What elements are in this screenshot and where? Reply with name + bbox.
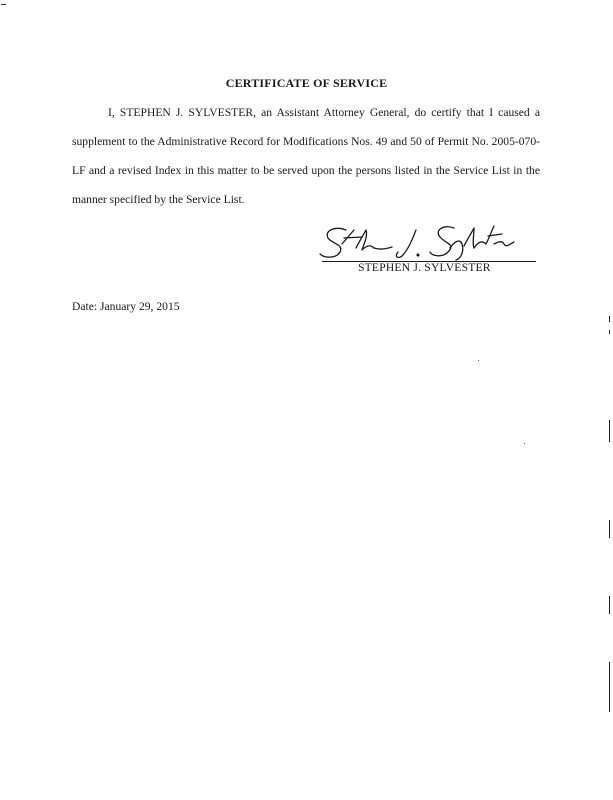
document-title: CERTIFICATE OF SERVICE [225, 76, 388, 90]
scan-edge-mark [609, 596, 610, 614]
scan-edge-mark [609, 316, 610, 322]
scan-edge-mark [609, 420, 610, 442]
scan-speck [524, 443, 525, 444]
scan-speck [478, 360, 479, 361]
scan-edge-mark [609, 520, 610, 538]
signatory-name: STEPHEN J. SYLVESTER [358, 261, 491, 274]
scan-edge-mark [609, 330, 610, 334]
certification-paragraph: I, STEPHEN J. SYLVESTER, an Assistant Attorney General, do certify that I caused a supplement to the Administrative Record for Modifications Nos. 49 and 50 of Permit No. 2005-070-LF and a revised Index in this matter to be served upon the persons listed in the Service List in the manner specified by the Service List. [72, 106, 540, 206]
handwritten-signature [318, 222, 538, 262]
date-line: Date: January 29, 2015 [72, 300, 180, 313]
signature-block [318, 222, 538, 282]
scan-edge-mark [609, 662, 610, 712]
scan-artifact-mark [1, 4, 6, 5]
